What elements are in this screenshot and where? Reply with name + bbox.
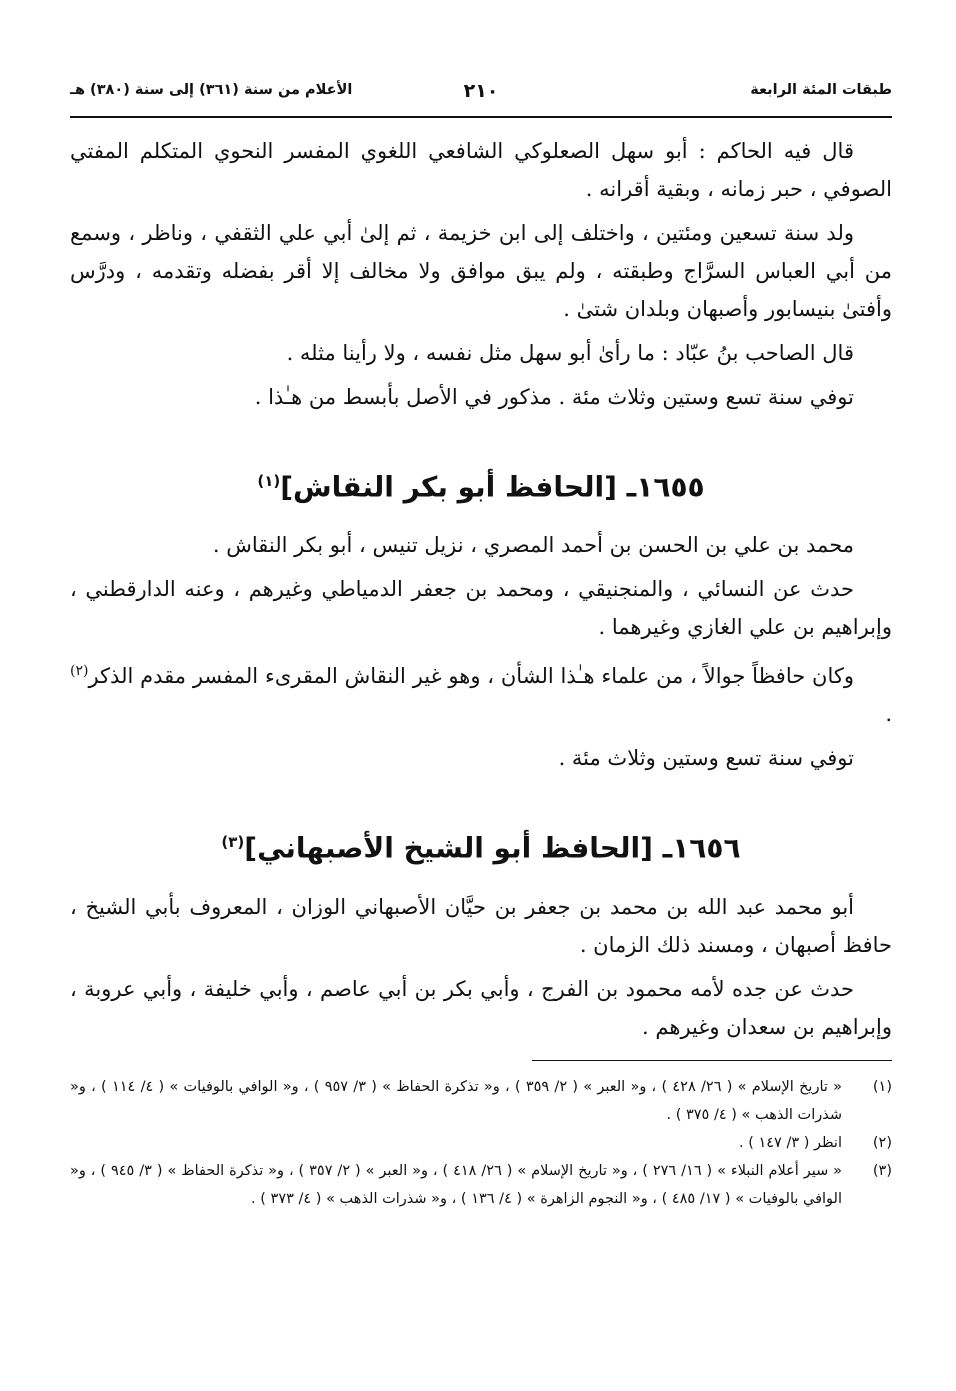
- footnote-number: (٢): [872, 1134, 892, 1151]
- footnote: [70, 1129, 892, 1157]
- entry-heading-text: ١٦٥٦ـ [الحافظ أبو الشيخ الأصبهاني]: [244, 831, 741, 865]
- footnote-rule: [532, 1060, 892, 1061]
- entry-paragraph: أبو محمد عبد الله بن محمد بن جعفر بن حيَّان الأصبهاني الوزان ، المعروف بأبي الشيخ ، حافظ أصبهان ، ومسند ذلك الزمان .: [70, 894, 892, 957]
- entry-paragraph-text: وكان حافظاً جوالاً ، من علماء هـٰذا الشأن ، وهو غير النقاش المقرىء المفسر مقدم الذكر: [88, 664, 854, 689]
- footnote-text: « تاريخ الإسلام » ( ٢٦/ ٤٢٨ ) ، و« العبر » ( ٢/ ٣٥٩ ) ، و« تذكرة الحفاظ » ( ٣/ ٩٥٧ ) ، و« الوافي بالوفيات » ( ٤/ ١١٤ ) ، و« شذرات الذهب » ( ٤/ ٣٧٥ ) .: [70, 1078, 843, 1123]
- intro-paragraph: قال فيه الحاكم : أبو سهل الصعلوكي الشافعي اللغوي المفسر النحوي المتكلم المفتي الصوفي ، حبر زمانه ، وبقية أقرانه .: [70, 139, 892, 201]
- book-page: [70, 74, 892, 1371]
- footnote-number: (٣): [872, 1162, 892, 1179]
- footnote-marker: (٢): [70, 663, 89, 680]
- entry-paragraph-end: .: [885, 702, 892, 727]
- footnote-text: انظر ( ٣/ ١٤٧ ) .: [739, 1134, 842, 1151]
- entry-heading-1656: [70, 823, 892, 867]
- header-section-title: طبقات المئة الرابعة: [750, 82, 892, 98]
- intro-paragraph: قال الصاحب بنُ عبّاد : ما رأىٰ أبو سهل مثل نفسه ، ولا رأينا مثله .: [286, 341, 854, 365]
- entry-heading-text: ١٦٥٥ـ [الحافظ أبو بكر النقاش]: [280, 470, 705, 504]
- entry-paragraph: توفي سنة تسع وستين وثلاث مئة .: [558, 746, 854, 771]
- footnote-text: « سير أعلام النبلاء » ( ١٦/ ٢٧٦ ) ، و« تاريخ الإسلام » ( ٢٦/ ٤١٨ ) ، و« العبر » ( ٢/ ٣٥٧ ) ، و« تذكرة الحفاظ » ( ٣/ ٩٤٥ ) ، و« الوافي بالوفيات » ( ١٧/ ٤٨٥ ) ، و« النجوم الزاهرة » ( ٤/ ١٣٦ ) ، و« شذرات الذهب » ( ٤/ ٣٧٣ ) .: [70, 1162, 843, 1207]
- header-date-range: الأعلام من سنة (٣٦١) إلى سنة (٣٨٠) هـ: [70, 82, 353, 98]
- footnote-marker: (٣): [221, 833, 245, 852]
- entry-heading-1655: [70, 462, 892, 506]
- footnote-number: (١): [872, 1078, 892, 1095]
- entry-paragraph: حدث عن جده لأمه محمود بن الفرج ، وأبي بكر بن أبي عاصم ، وأبي خليفة ، وأبي عروبة ، وإبراهيم بن سعدان وغيرهم .: [70, 976, 892, 1039]
- footnote: [70, 1157, 892, 1213]
- header-rule: [70, 116, 892, 118]
- entry-paragraph: حدث عن النسائي ، والمنجنيقي ، ومحمد بن جعفر الدمياطي وغيرهم ، وعنه الدارقطني ، وإبراهيم بن علي الغازي وغيرهما .: [70, 577, 892, 640]
- page-number: ٢١٠: [463, 80, 499, 102]
- main-text: [70, 132, 892, 1046]
- running-header: [70, 74, 892, 104]
- entry-paragraph: محمد بن علي بن الحسن بن أحمد المصري ، نزيل تنيس ، أبو بكر النقاش .: [212, 533, 854, 558]
- footnote-marker: (١): [257, 472, 281, 490]
- intro-paragraph: توفي سنة تسع وستين وثلاث مئة . مذكور في الأصل بأبسط من هـٰذا .: [254, 385, 854, 409]
- intro-paragraph: ولد سنة تسعين ومئتين ، واختلف إلى ابن خزيمة ، ثم إلىٰ أبي علي الثقفي ، وناظر ، وسمع من أبي العباس السرَّاج وطبقته ، ولم يبق موافق ولا مخالف إلا أقر بفضله وتقدمه ، ودرَّس وأفتىٰ بنيسابور وأصبهان وبلدان شتىٰ .: [70, 221, 892, 321]
- footnotes: [70, 1073, 892, 1213]
- entry-paragraph: [70, 652, 892, 733]
- footnote: [70, 1073, 892, 1129]
